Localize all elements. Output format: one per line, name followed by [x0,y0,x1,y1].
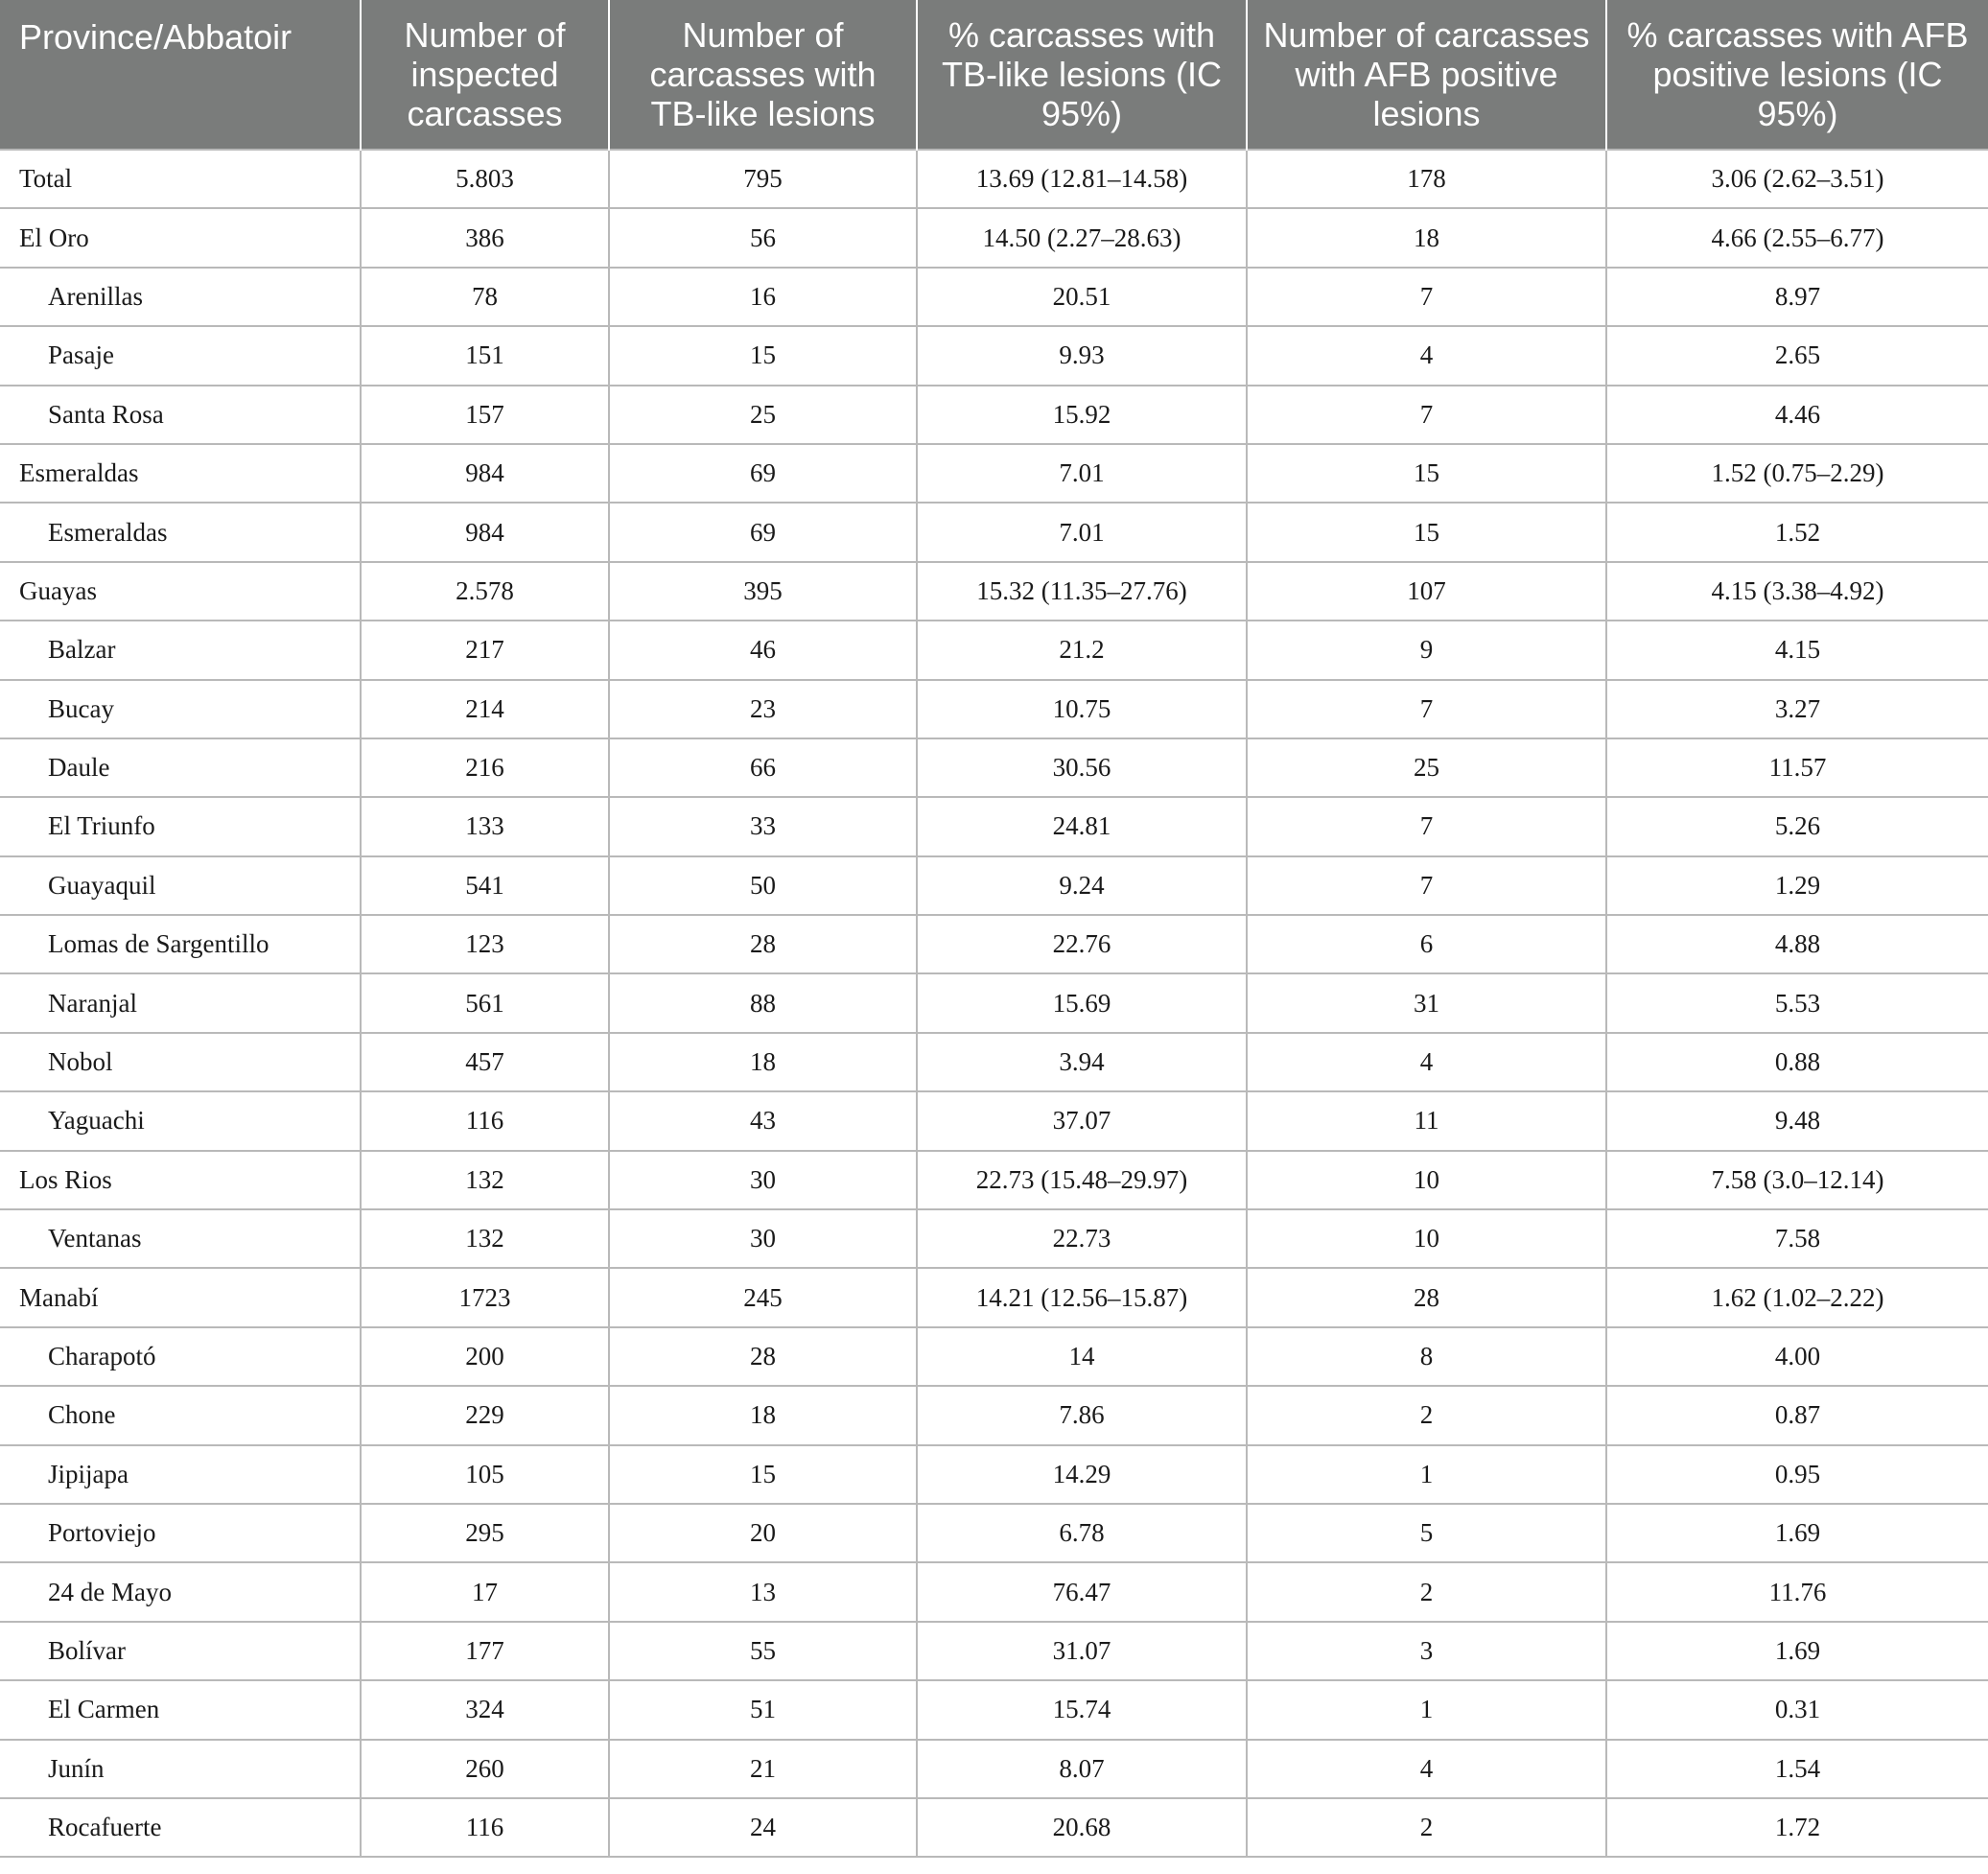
header-tb-percent: % carcasses with TB-like lesions (IC 95%) [917,0,1247,150]
header-row [0,0,1988,150]
cell-afb-count: 25 [1247,738,1606,797]
cell-afb-percent: 9.48 [1606,1091,1988,1150]
cell-tb-count: 30 [609,1151,917,1209]
cell-afb-count: 11 [1247,1091,1606,1150]
cell-afb-percent: 1.72 [1606,1798,1988,1857]
cell-province: Charapotó [0,1327,361,1386]
cell-afb-percent: 7.58 (3.0–12.14) [1606,1151,1988,1209]
cell-afb-percent: 8.97 [1606,268,1988,326]
cell-province: Junín [0,1740,361,1798]
cell-province: Manabí [0,1268,361,1326]
cell-afb-count: 7 [1247,797,1606,855]
cell-tb-count: 24 [609,1798,917,1857]
cell-afb-percent: 7.58 [1606,1209,1988,1268]
cell-afb-count: 4 [1247,1033,1606,1091]
cell-inspected: 123 [361,915,609,973]
table-row [0,444,1988,503]
cell-afb-percent: 1.54 [1606,1740,1988,1798]
table-row [0,797,1988,855]
cell-inspected: 157 [361,386,609,444]
cell-tb-percent: 15.32 (11.35–27.76) [917,562,1247,621]
cell-tb-percent: 15.74 [917,1680,1247,1739]
cell-tb-percent: 14.21 (12.56–15.87) [917,1268,1247,1326]
cell-afb-count: 7 [1247,680,1606,738]
cell-afb-count: 10 [1247,1209,1606,1268]
cell-afb-count: 1 [1247,1445,1606,1504]
cell-afb-percent: 1.29 [1606,856,1988,915]
cell-afb-count: 7 [1247,268,1606,326]
cell-afb-percent: 4.66 (2.55–6.77) [1606,208,1988,267]
table-row [0,1209,1988,1268]
cell-province: El Oro [0,208,361,267]
cell-afb-count: 28 [1247,1268,1606,1326]
cell-afb-percent: 1.52 [1606,503,1988,561]
table-row [0,1151,1988,1209]
cell-tb-count: 66 [609,738,917,797]
cell-tb-percent: 20.68 [917,1798,1247,1857]
cell-tb-percent: 13.69 (12.81–14.58) [917,150,1247,208]
cell-tb-count: 795 [609,150,917,208]
cell-tb-count: 69 [609,444,917,503]
table-row [0,1033,1988,1091]
cell-afb-count: 2 [1247,1798,1606,1857]
cell-inspected: 5.803 [361,150,609,208]
cell-inspected: 295 [361,1504,609,1562]
cell-tb-count: 16 [609,268,917,326]
header-inspected: Number of inspected carcasses [361,0,609,150]
table-row [0,386,1988,444]
cell-afb-percent: 1.69 [1606,1504,1988,1562]
cell-province: Bolívar [0,1622,361,1680]
cell-tb-percent: 30.56 [917,738,1247,797]
cell-inspected: 151 [361,326,609,385]
cell-inspected: 561 [361,973,609,1032]
cell-inspected: 116 [361,1091,609,1150]
table-row [0,1091,1988,1150]
cell-inspected: 260 [361,1740,609,1798]
header-afb-percent: % carcasses with AFB positive lesions (IC 95%) [1606,0,1988,150]
cell-inspected: 17 [361,1562,609,1621]
cell-province: Guayas [0,562,361,621]
cell-afb-percent: 5.26 [1606,797,1988,855]
cell-province: Los Rios [0,1151,361,1209]
table-row [0,915,1988,973]
cell-inspected: 132 [361,1209,609,1268]
cell-province: El Carmen [0,1680,361,1739]
cell-tb-percent: 76.47 [917,1562,1247,1621]
cell-tb-percent: 37.07 [917,1091,1247,1150]
cell-afb-percent: 4.88 [1606,915,1988,973]
cell-afb-percent: 0.87 [1606,1386,1988,1444]
table-header [0,0,1988,150]
table-row [0,1268,1988,1326]
cell-afb-percent: 11.76 [1606,1562,1988,1621]
cell-tb-percent: 3.94 [917,1033,1247,1091]
cell-inspected: 541 [361,856,609,915]
cell-afb-percent: 4.00 [1606,1327,1988,1386]
cell-tb-percent: 22.76 [917,915,1247,973]
cell-tb-count: 30 [609,1209,917,1268]
table-row [0,1445,1988,1504]
cell-province: Santa Rosa [0,386,361,444]
cell-tb-percent: 7.86 [917,1386,1247,1444]
cell-tb-count: 50 [609,856,917,915]
cell-province: Guayaquil [0,856,361,915]
table-row [0,1386,1988,1444]
cell-afb-count: 2 [1247,1562,1606,1621]
cell-inspected: 217 [361,621,609,679]
cell-tb-percent: 7.01 [917,503,1247,561]
cell-province: Balzar [0,621,361,679]
cell-tb-percent: 14.29 [917,1445,1247,1504]
table-row [0,562,1988,621]
cell-afb-count: 31 [1247,973,1606,1032]
cell-tb-count: 18 [609,1033,917,1091]
table-row [0,1680,1988,1739]
cell-province: Chone [0,1386,361,1444]
cell-inspected: 2.578 [361,562,609,621]
cell-tb-percent: 6.78 [917,1504,1247,1562]
cell-inspected: 457 [361,1033,609,1091]
cell-tb-count: 28 [609,915,917,973]
cell-inspected: 229 [361,1386,609,1444]
cell-province: Lomas de Sargentillo [0,915,361,973]
cell-tb-count: 28 [609,1327,917,1386]
cell-afb-percent: 11.57 [1606,738,1988,797]
cell-province: 24 de Mayo [0,1562,361,1621]
table-row [0,621,1988,679]
cell-province: Yaguachi [0,1091,361,1150]
table-row [0,680,1988,738]
cell-inspected: 132 [361,1151,609,1209]
cell-tb-count: 51 [609,1680,917,1739]
cell-tb-count: 69 [609,503,917,561]
cell-inspected: 214 [361,680,609,738]
cell-afb-percent: 5.53 [1606,973,1988,1032]
cell-province: Naranjal [0,973,361,1032]
cell-afb-count: 7 [1247,856,1606,915]
cell-afb-percent: 3.27 [1606,680,1988,738]
cell-province: Arenillas [0,268,361,326]
table-row [0,1622,1988,1680]
header-tb-count: Number of carcasses with TB-like lesions [609,0,917,150]
table-row [0,1504,1988,1562]
cell-tb-percent: 8.07 [917,1740,1247,1798]
cell-province: Pasaje [0,326,361,385]
cell-tb-percent: 7.01 [917,444,1247,503]
table-row [0,973,1988,1032]
table-body [0,150,1988,1857]
cell-afb-percent: 3.06 (2.62–3.51) [1606,150,1988,208]
cell-afb-count: 178 [1247,150,1606,208]
cell-afb-count: 7 [1247,386,1606,444]
cell-province: Esmeraldas [0,503,361,561]
table-row [0,268,1988,326]
cell-tb-percent: 22.73 (15.48–29.97) [917,1151,1247,1209]
cell-tb-percent: 14.50 (2.27–28.63) [917,208,1247,267]
cell-inspected: 984 [361,503,609,561]
cell-afb-percent: 0.95 [1606,1445,1988,1504]
cell-inspected: 177 [361,1622,609,1680]
cell-afb-count: 10 [1247,1151,1606,1209]
cell-inspected: 105 [361,1445,609,1504]
cell-tb-count: 13 [609,1562,917,1621]
cell-afb-percent: 4.15 (3.38–4.92) [1606,562,1988,621]
cell-afb-count: 3 [1247,1622,1606,1680]
cell-afb-percent: 0.31 [1606,1680,1988,1739]
cell-tb-count: 18 [609,1386,917,1444]
cell-province: Bucay [0,680,361,738]
cell-afb-count: 15 [1247,444,1606,503]
cell-tb-percent: 21.2 [917,621,1247,679]
cell-inspected: 1723 [361,1268,609,1326]
cell-inspected: 216 [361,738,609,797]
cell-afb-count: 107 [1247,562,1606,621]
cell-afb-percent: 1.69 [1606,1622,1988,1680]
cell-province: Total [0,150,361,208]
cell-inspected: 324 [361,1680,609,1739]
cell-tb-count: 20 [609,1504,917,1562]
cell-afb-count: 8 [1247,1327,1606,1386]
cell-tb-count: 33 [609,797,917,855]
cell-tb-count: 25 [609,386,917,444]
cell-tb-percent: 15.69 [917,973,1247,1032]
cell-afb-count: 4 [1247,1740,1606,1798]
cell-afb-count: 4 [1247,326,1606,385]
cell-province: El Triunfo [0,797,361,855]
cell-afb-percent: 4.15 [1606,621,1988,679]
cell-inspected: 78 [361,268,609,326]
cell-afb-count: 15 [1247,503,1606,561]
cell-province: Rocafuerte [0,1798,361,1857]
cell-inspected: 116 [361,1798,609,1857]
cell-province: Nobol [0,1033,361,1091]
cell-tb-count: 55 [609,1622,917,1680]
table-row [0,738,1988,797]
header-afb-count: Number of carcasses with AFB positive lesions [1247,0,1606,150]
cell-afb-percent: 1.52 (0.75–2.29) [1606,444,1988,503]
cell-afb-percent: 4.46 [1606,386,1988,444]
cell-afb-count: 1 [1247,1680,1606,1739]
cell-afb-count: 6 [1247,915,1606,973]
header-province: Province/Abbatoir [0,0,361,150]
table-row [0,208,1988,267]
cell-inspected: 386 [361,208,609,267]
cell-afb-count: 2 [1247,1386,1606,1444]
cell-province: Esmeraldas [0,444,361,503]
cell-tb-percent: 10.75 [917,680,1247,738]
cell-tb-count: 15 [609,326,917,385]
cell-tb-count: 88 [609,973,917,1032]
cell-tb-count: 46 [609,621,917,679]
cell-tb-percent: 24.81 [917,797,1247,855]
cell-tb-percent: 20.51 [917,268,1247,326]
table-row [0,1740,1988,1798]
cell-afb-percent: 1.62 (1.02–2.22) [1606,1268,1988,1326]
cell-tb-count: 43 [609,1091,917,1150]
cell-tb-count: 245 [609,1268,917,1326]
cell-inspected: 984 [361,444,609,503]
cell-tb-percent: 31.07 [917,1622,1247,1680]
cell-afb-count: 18 [1247,208,1606,267]
cell-inspected: 133 [361,797,609,855]
table-row [0,150,1988,208]
table-row [0,1327,1988,1386]
cell-tb-percent: 15.92 [917,386,1247,444]
cell-province: Daule [0,738,361,797]
cell-province: Ventanas [0,1209,361,1268]
cell-tb-percent: 14 [917,1327,1247,1386]
cell-tb-count: 15 [609,1445,917,1504]
cell-afb-percent: 2.65 [1606,326,1988,385]
cell-tb-percent: 9.93 [917,326,1247,385]
cell-tb-count: 21 [609,1740,917,1798]
cell-tb-percent: 9.24 [917,856,1247,915]
cell-afb-percent: 0.88 [1606,1033,1988,1091]
cell-afb-count: 5 [1247,1504,1606,1562]
table-row [0,1562,1988,1621]
cell-province: Portoviejo [0,1504,361,1562]
cell-afb-count: 9 [1247,621,1606,679]
table-row [0,1798,1988,1857]
cell-tb-count: 23 [609,680,917,738]
cell-inspected: 200 [361,1327,609,1386]
table-row [0,326,1988,385]
table-row [0,503,1988,561]
cell-tb-percent: 22.73 [917,1209,1247,1268]
cell-tb-count: 395 [609,562,917,621]
table-row [0,856,1988,915]
cell-province: Jipijapa [0,1445,361,1504]
cell-tb-count: 56 [609,208,917,267]
